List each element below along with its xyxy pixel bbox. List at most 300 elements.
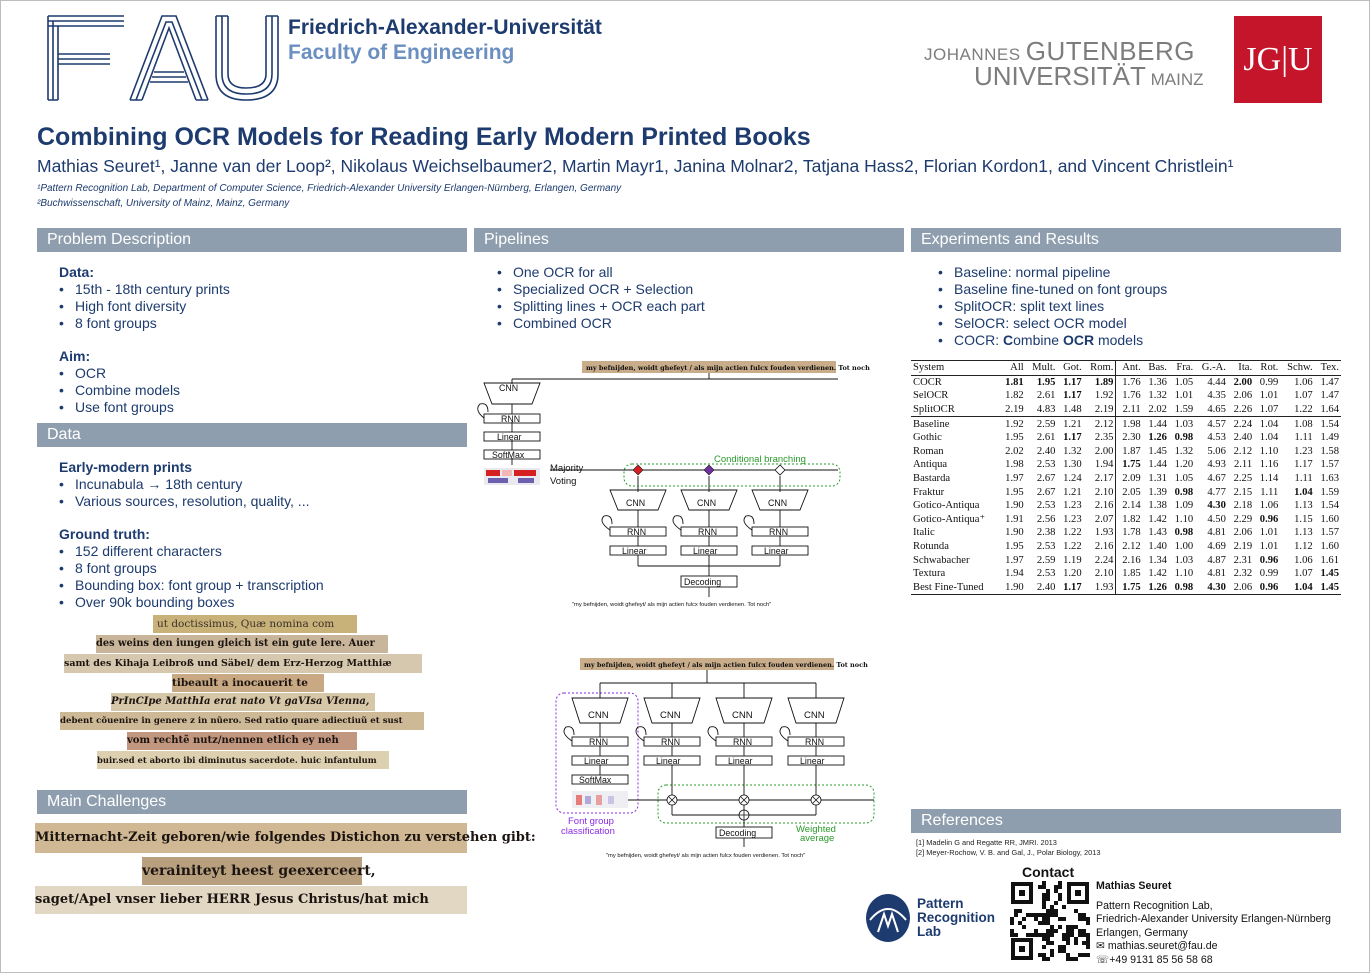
table-cell: 2.67	[1036, 486, 1056, 498]
contact-university: Friedrich-Alexander University Erlangen-Nürnberg	[1096, 913, 1331, 926]
table-cell: 1.48	[1063, 404, 1082, 416]
table-cell: 1.78	[1116, 526, 1143, 540]
table-cell: 4.93	[1207, 459, 1226, 471]
softmax-label: SoftMax	[579, 775, 612, 785]
rnn-label: RNN	[769, 527, 789, 537]
qr-module	[1050, 925, 1054, 929]
table-header-cell: Schw.	[1280, 361, 1314, 376]
table-cell: 1.45	[1148, 445, 1167, 457]
table-cell: 1.59	[1320, 486, 1339, 498]
qr-module	[1054, 929, 1058, 933]
weighted-label: Weighted	[796, 824, 836, 835]
experiments-list	[938, 264, 1338, 349]
table-cell: 1.45	[1320, 568, 1339, 580]
table-cell: 1.17	[1063, 432, 1082, 444]
table-cell: 1.01	[1259, 541, 1279, 553]
qr-module	[1058, 945, 1062, 949]
paper-title: Combining OCR Models for Reading Early Modern Printed Books	[37, 123, 811, 151]
qr-module	[1082, 941, 1086, 945]
table-header-cell: G.-A.	[1195, 361, 1228, 376]
qr-code[interactable]	[1009, 880, 1091, 962]
print-sample: debent cõuenire in genere z in nũero. Sed ratio quare adiectiuũ et sust	[60, 712, 424, 730]
qr-module	[1078, 917, 1082, 921]
contact-city: Erlangen, Germany	[1096, 926, 1188, 939]
table-cell: 1.06	[1294, 554, 1313, 566]
qr-module	[1082, 913, 1086, 917]
aim-heading: Aim:	[59, 348, 91, 364]
table-cell: 1.47	[1320, 390, 1339, 402]
qr-module	[1038, 953, 1042, 957]
table-cell: 1.23	[1063, 513, 1082, 525]
list-item: • 8 font groups	[59, 315, 459, 332]
qr-module	[1046, 937, 1050, 941]
table-cell: 2.40	[1036, 445, 1056, 457]
output-transcription: "my befnijden, woidt ghefeyt/ als mijn actien fulcx fouden verdienen. Tot noch"	[606, 853, 806, 859]
table-header-cell: Rom.	[1084, 361, 1116, 376]
qr-module	[1046, 933, 1050, 937]
qr-module	[1054, 913, 1058, 917]
table-cell: 1.76	[1116, 375, 1143, 389]
table-header-cell: All	[1000, 361, 1026, 376]
table-cell: 2.59	[1026, 417, 1058, 431]
challenge-sample: verainiteyt heest geexerceert,	[142, 857, 362, 885]
qr-module	[1078, 913, 1082, 917]
table-cell: 0.98	[1174, 527, 1194, 539]
average-label: average	[800, 833, 835, 844]
qr-module	[1058, 881, 1062, 885]
table-cell: 1.39	[1148, 486, 1167, 498]
item-text: COCR:	[954, 332, 1003, 348]
table-cell: 1.13	[1294, 527, 1313, 539]
table-cell: Fraktur	[913, 486, 945, 498]
cnn-label: CNN	[499, 383, 519, 393]
table-cell: 1.59	[1174, 404, 1194, 416]
qr-module	[1058, 897, 1062, 901]
table-cell: 1.05	[1174, 376, 1194, 388]
prints-heading: Early-modern prints	[59, 459, 193, 475]
table-cell: Baseline	[911, 417, 1000, 431]
table-cell: 1.03	[1169, 417, 1195, 431]
qr-module	[1066, 929, 1070, 933]
list-item: • Specialized OCR + Selection	[497, 281, 897, 298]
qr-module	[1046, 889, 1050, 893]
qr-module	[1086, 941, 1090, 945]
qr-module	[1066, 941, 1070, 945]
table-cell: 1.07	[1259, 404, 1279, 416]
qr-module	[1046, 909, 1050, 913]
table-cell: 4.30	[1207, 500, 1226, 512]
list-item: • One OCR for all	[497, 264, 897, 281]
table-cell: 1.17	[1063, 390, 1082, 402]
table-cell: 1.17	[1057, 581, 1083, 595]
table-cell: SelOCR	[913, 390, 949, 402]
table-cell: 1.82	[1116, 513, 1143, 527]
qr-module	[1062, 905, 1066, 909]
table-cell: 1.76	[1116, 389, 1143, 403]
qr-module	[1086, 921, 1090, 925]
table-cell: Gotico-Antiqua⁺	[913, 514, 986, 526]
table-cell: 4.81	[1207, 568, 1226, 580]
qr-module	[1046, 917, 1050, 921]
conditional-branch-region	[624, 464, 840, 486]
table-cell: Roman	[913, 445, 944, 457]
qr-module	[1010, 933, 1014, 937]
table-cell: 1.85	[1116, 567, 1143, 581]
table-cell: 1.04	[1259, 432, 1279, 444]
qr-module	[1070, 929, 1074, 933]
qr-module	[1050, 905, 1054, 909]
qr-module	[1070, 933, 1074, 937]
prints-list	[59, 476, 459, 510]
contact-email[interactable]: ✉ mathias.seuret@fau.de	[1096, 940, 1218, 953]
list-item: • Combine models	[59, 382, 459, 399]
table-cell: 2.38	[1036, 527, 1056, 539]
table-cell: 1.34	[1148, 554, 1167, 566]
table-cell: Schwabacher	[913, 554, 970, 566]
table-cell: 1.04	[1280, 581, 1314, 595]
qr-module	[1054, 901, 1058, 905]
table-cell: Gothic	[913, 432, 942, 444]
item-text: Baseline: normal pipeline	[954, 264, 1111, 280]
print-sample: buir.sed et aborto ibi diminutus sacerdote. huic infantulum	[97, 751, 389, 769]
table-cell: 0.99	[1259, 568, 1279, 580]
table-cell: 1.01	[1259, 390, 1279, 402]
decoding-label: Decoding	[684, 577, 722, 587]
qr-module	[1010, 917, 1014, 921]
print-sample: tibeault a inocauerit te	[172, 674, 324, 692]
qr-module	[1070, 925, 1074, 929]
table-cell: 2.30	[1116, 431, 1143, 445]
list-item	[938, 264, 1338, 281]
table-cell: 2.19	[1233, 541, 1253, 553]
table-cell: 1.97	[1005, 554, 1024, 566]
section-challenges-title: Main Challenges	[37, 790, 467, 814]
qr-module	[1034, 933, 1038, 937]
qr-module	[1034, 917, 1038, 921]
rnn-label: RNN	[501, 414, 521, 424]
table-cell: 2.06	[1233, 527, 1253, 539]
table-cell: 1.21	[1063, 486, 1082, 498]
challenge-sample: saget/Apel vnser lieber HERR Jesus Christus/hat mich	[35, 886, 467, 914]
table-cell: 1.22	[1294, 404, 1313, 416]
table-cell: 4.67	[1207, 473, 1226, 485]
qr-module	[1054, 889, 1058, 893]
jgu-universitat: UNIVERSITÄT	[974, 61, 1146, 91]
table-cell: 4.35	[1207, 390, 1226, 402]
table-cell: 1.92	[1094, 390, 1114, 402]
contact-info	[1096, 880, 1331, 968]
lab-line-3: Lab	[917, 924, 942, 939]
qr-module	[1042, 937, 1046, 941]
table-cell: 2.32	[1233, 568, 1253, 580]
qr-module	[1050, 913, 1054, 917]
contact-phone[interactable]: ☏+49 9131 85 56 58 68	[1096, 953, 1213, 966]
qr-module	[1034, 929, 1038, 933]
table-cell: 2.19	[1094, 404, 1114, 416]
pipelines-list	[497, 264, 897, 332]
faculty-name: Faculty of Engineering	[288, 41, 515, 64]
list-item: • High font diversity	[59, 298, 459, 315]
qr-module	[1014, 913, 1018, 917]
pipelines-body	[497, 264, 897, 332]
table-cell: 1.21	[1057, 417, 1083, 431]
table-cell: 2.09	[1116, 472, 1143, 486]
table-cell: 4.69	[1207, 541, 1226, 553]
table-cell: Textura	[913, 568, 946, 580]
table-cell: 2.12	[1084, 417, 1116, 431]
qr-module	[1046, 957, 1050, 961]
table-header-cell: Ita.	[1228, 361, 1254, 376]
table-cell: Bastarda	[913, 473, 951, 485]
data-body	[59, 459, 459, 611]
rnn-label: RNN	[627, 527, 647, 537]
table-cell: 2.15	[1233, 486, 1253, 498]
qr-module	[1018, 921, 1022, 925]
linear-label: Linear	[764, 546, 789, 556]
qr-module	[1026, 913, 1030, 917]
table-cell: 2.00	[1094, 445, 1114, 457]
linear-label: Linear	[656, 756, 681, 766]
table-cell: 1.04	[1254, 417, 1280, 431]
print-sample: samt des Kihaja Leibroß und Säbel/ dem Erz-Herzog Matthiæ	[64, 654, 422, 673]
qr-module	[1014, 933, 1018, 937]
table-cell: 1.17	[1063, 376, 1082, 388]
table-cell: 1.93	[1084, 581, 1116, 595]
table-cell: 1.58	[1320, 445, 1339, 457]
qr-module	[1042, 897, 1046, 901]
table-row	[911, 540, 1341, 554]
table-cell: 2.56	[1036, 513, 1056, 525]
table-cell: 1.94	[1005, 568, 1024, 580]
table-cell: 1.40	[1148, 541, 1167, 553]
qr-module	[1014, 909, 1018, 913]
classification-label: classification	[561, 826, 615, 837]
qr-module	[1074, 957, 1078, 961]
table-cell: 1.14	[1259, 473, 1279, 485]
data-heading: Data:	[59, 264, 95, 280]
table-cell: 1.95	[1036, 376, 1056, 388]
table-cell: 2.24	[1228, 417, 1254, 431]
qr-module	[1074, 937, 1078, 941]
table-cell: 1.82	[1005, 390, 1024, 402]
table-cell: 1.15	[1294, 513, 1313, 525]
list-item: • Use font groups	[59, 399, 459, 416]
table-cell: 2.31	[1233, 554, 1253, 566]
table-cell: 0.96	[1254, 581, 1280, 595]
table-cell: 1.32	[1063, 445, 1082, 457]
lab-line-1: Pattern	[917, 896, 964, 911]
cnn-label: CNN	[697, 498, 717, 508]
table-cell: 2.59	[1036, 554, 1056, 566]
table-cell: 1.75	[1116, 458, 1143, 472]
table-cell: 1.07	[1294, 390, 1313, 402]
table-cell: 4.30	[1195, 581, 1228, 595]
decoding-label: Decoding	[719, 828, 757, 838]
author-list: Mathias Seuret¹, Janne van der Loop², Nikolaus Weichselbaumer2, Martin Mayr1, Janina Molnar2, Tatjana Hass2, Florian Kordon1, and Vincent Christlein¹	[37, 156, 1234, 176]
linear-label: Linear	[497, 432, 522, 442]
table-cell: 2.61	[1036, 432, 1056, 444]
list-item	[938, 332, 1338, 349]
table-cell: 4.87	[1207, 554, 1226, 566]
emphasis-text: OCR	[1062, 332, 1095, 348]
table-cell: 0.96	[1259, 554, 1279, 566]
ground-truth-heading: Ground truth:	[59, 526, 150, 542]
table-cell: 1.81	[1005, 376, 1024, 388]
table-cell: 2.10	[1094, 486, 1114, 498]
table-cell: 1.95	[1005, 432, 1024, 444]
qr-module	[1066, 953, 1070, 957]
lab-line-2: Recognition	[917, 910, 995, 925]
table-row	[911, 499, 1341, 513]
print-sample: PrInCIpe MatthIa erat nato Vt gaVIsa VIenna,	[111, 693, 375, 711]
qr-module	[1046, 929, 1050, 933]
item-text: ombine	[1013, 332, 1063, 348]
qr-module	[1078, 953, 1082, 957]
font-group-label: Font group	[568, 816, 614, 827]
qr-module	[1086, 917, 1090, 921]
table-cell: 2.53	[1036, 459, 1056, 471]
table-cell: 2.14	[1116, 499, 1143, 513]
table-cell: 1.26	[1148, 432, 1167, 444]
table-cell: 2.02	[1148, 404, 1167, 416]
output-transcription: "my befnijden, woidt ghefeyt/ als mijn actien fulcx fouden verdienen. Tot noch"	[572, 602, 772, 608]
qr-module	[1010, 921, 1014, 925]
section-data-title: Data	[37, 423, 467, 447]
qr-module	[1046, 893, 1050, 897]
qr-module	[1082, 917, 1086, 921]
qr-module	[1086, 933, 1090, 937]
qr-module	[1058, 885, 1062, 889]
qr-module	[1030, 933, 1034, 937]
table-cell: 2.06	[1228, 581, 1254, 595]
table-cell: 1.05	[1174, 473, 1194, 485]
table-cell: 1.12	[1294, 541, 1313, 553]
qr-module	[1078, 929, 1082, 933]
table-cell: 0.99	[1259, 376, 1279, 388]
table-row	[911, 472, 1341, 486]
item-text: SplitOCR: split text lines	[954, 298, 1105, 314]
table-cell: 2.40	[1233, 432, 1253, 444]
table-cell: 2.07	[1094, 513, 1114, 525]
table-cell: 1.20	[1174, 459, 1194, 471]
qr-module	[1042, 913, 1046, 917]
table-row	[911, 581, 1341, 595]
qr-module	[1074, 909, 1078, 913]
qr-module	[1086, 945, 1090, 949]
qr-module	[1082, 929, 1086, 933]
qr-module	[1066, 925, 1070, 929]
jgu-mainz: MAINZ	[1145, 70, 1204, 89]
table-cell: 2.25	[1233, 473, 1253, 485]
table-cell: 1.30	[1063, 459, 1082, 471]
list-item	[938, 315, 1338, 332]
softmax-label: SoftMax	[492, 450, 525, 460]
table-cell: 1.32	[1174, 445, 1194, 457]
section-references-title: References	[911, 809, 1341, 833]
qr-module	[1038, 913, 1042, 917]
table-cell: 1.23	[1294, 445, 1313, 457]
table-cell: 1.23	[1063, 500, 1082, 512]
table-cell: 2.19	[1005, 404, 1024, 416]
qr-module	[1034, 913, 1038, 917]
cnn-label: CNN	[804, 710, 825, 721]
qr-module	[1018, 909, 1022, 913]
table-header-cell: System	[911, 361, 1000, 376]
list-item: • Combined OCR	[497, 315, 897, 332]
table-cell: 2.11	[1116, 403, 1143, 417]
qr-module	[1050, 909, 1054, 913]
table-cell: 1.07	[1294, 568, 1313, 580]
table-cell: 1.98	[1005, 459, 1024, 471]
list-item: • 152 different characters	[59, 543, 459, 560]
table-cell: 1.98	[1116, 417, 1143, 431]
table-cell: 1.75	[1116, 581, 1143, 595]
table-cell: 1.11	[1294, 473, 1313, 485]
rnn-label: RNN	[589, 737, 609, 747]
print-sample: des weins den iungen gleich ist ein gute lere. Auer	[96, 635, 388, 653]
table-cell: 1.93	[1094, 527, 1114, 539]
list-item	[938, 298, 1338, 315]
qr-module	[1042, 921, 1046, 925]
list-item: • 8 font groups	[59, 560, 459, 577]
purple-branch-node	[704, 465, 714, 475]
table-cell: 4.57	[1195, 417, 1228, 431]
qr-module	[1050, 941, 1054, 945]
qr-module	[1086, 937, 1090, 941]
qr-module	[1010, 929, 1014, 933]
table-cell: 2.24	[1094, 554, 1114, 566]
linear-label: Linear	[622, 546, 647, 556]
qr-module	[1042, 881, 1046, 885]
table-cell: 1.45	[1315, 581, 1341, 595]
ground-truth-list	[59, 543, 459, 611]
affiliation-1: ¹Pattern Recognition Lab, Department of Computer Science, Friedrich-Alexander University Erlangen-Nürnberg, Erlangen, Germany	[37, 183, 622, 194]
table-cell: 1.17	[1294, 459, 1313, 471]
cnn-label: CNN	[626, 498, 646, 508]
table-cell: 5.06	[1207, 445, 1226, 457]
qr-module	[1038, 921, 1042, 925]
print-sample: ut doctissimus, Quæ nomina com	[153, 615, 357, 633]
cnn-label: CNN	[732, 710, 753, 721]
qr-module	[1042, 901, 1046, 905]
table-cell: 2.53	[1036, 568, 1056, 580]
qr-module	[1026, 933, 1030, 937]
qr-module	[1078, 933, 1082, 937]
qr-module	[1062, 933, 1066, 937]
pattern-lab-wordmark	[917, 897, 995, 939]
linear-label: Linear	[728, 756, 753, 766]
problem-body	[59, 264, 459, 416]
table-cell: 4.81	[1207, 527, 1226, 539]
table-row	[911, 485, 1341, 499]
table-cell: 1.26	[1143, 581, 1169, 595]
qr-module	[1042, 933, 1046, 937]
qr-module	[1066, 957, 1070, 961]
qr-module	[1042, 945, 1046, 949]
qr-module	[1058, 925, 1062, 929]
table-cell: 1.01	[1259, 527, 1279, 539]
qr-module	[1022, 925, 1026, 929]
qr-module	[1062, 949, 1066, 953]
table-cell: 2.02	[1005, 445, 1024, 457]
table-cell: 1.31	[1148, 473, 1167, 485]
qr-module	[1062, 917, 1066, 921]
table-cell: 1.57	[1320, 527, 1339, 539]
selection-pipeline-diagram	[470, 352, 870, 612]
table-header-cell: Rot.	[1254, 361, 1280, 376]
table-cell: 1.10	[1174, 568, 1194, 580]
section-pipelines-title: Pipelines	[474, 228, 904, 252]
